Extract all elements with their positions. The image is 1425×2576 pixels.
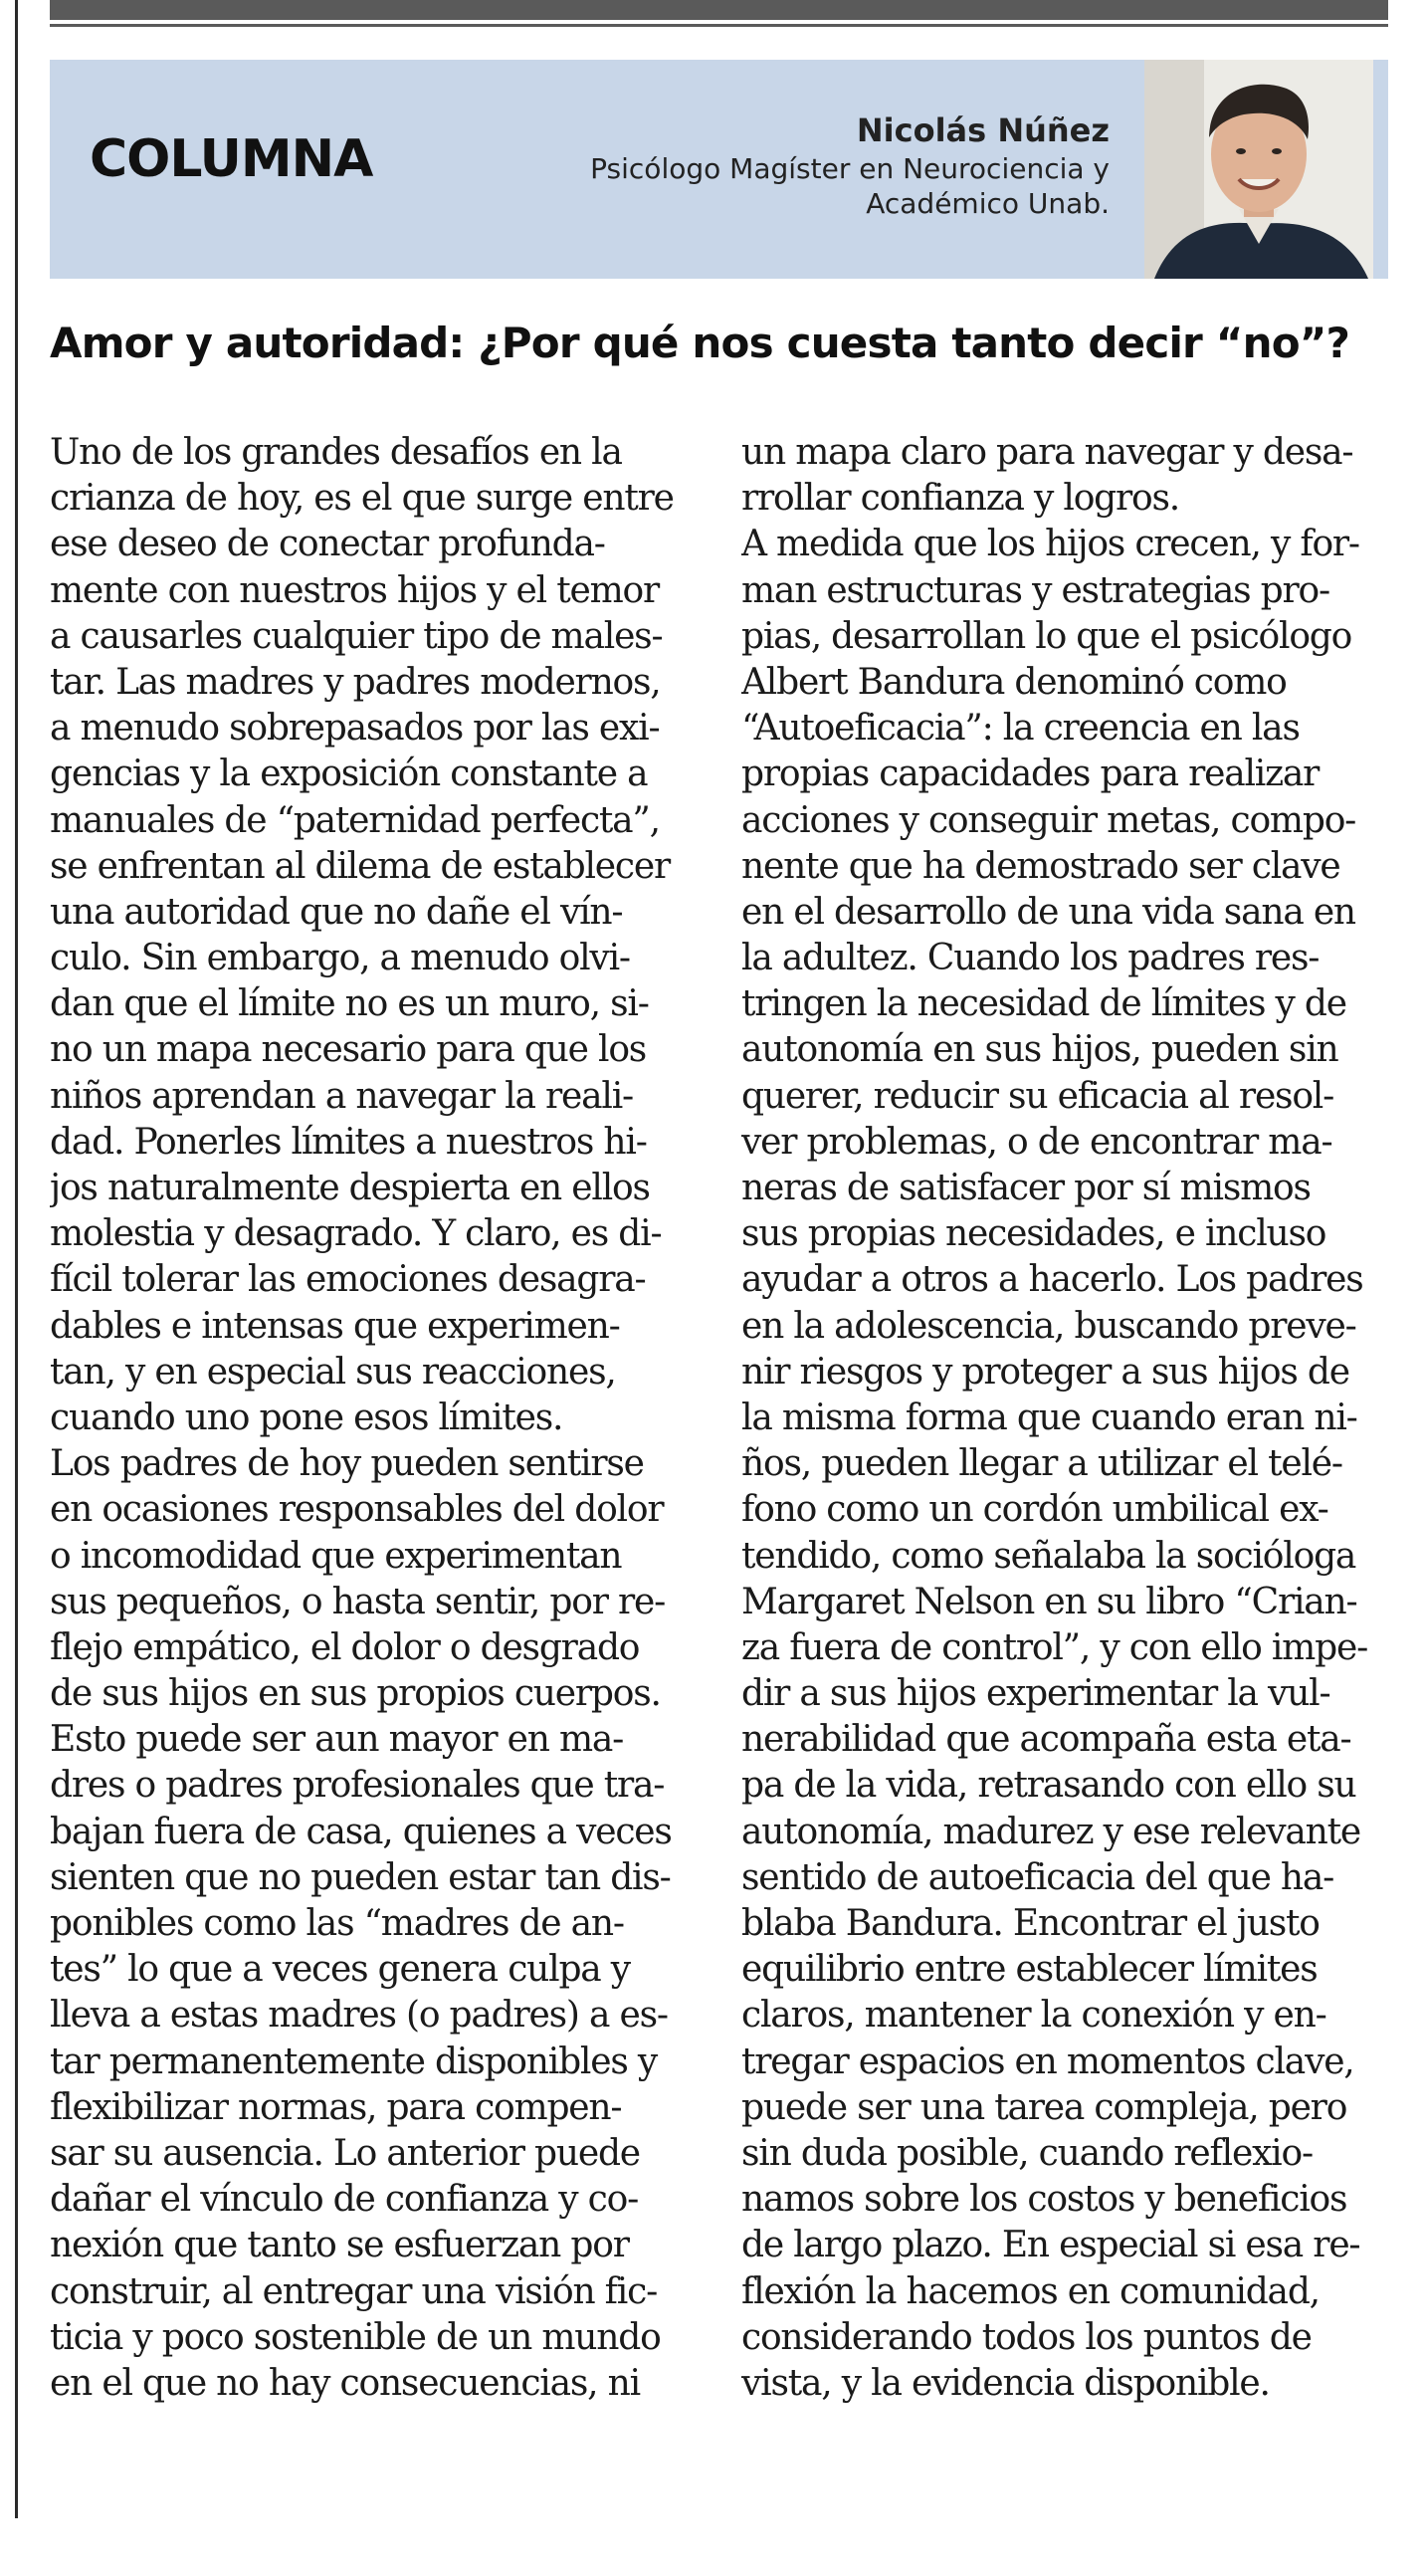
text-line: se enfrentan al dilema de establecer	[50, 845, 670, 887]
text-line: flejo empático, el dolor o desgrado	[50, 1626, 640, 1668]
text-line: fícil tolerar las emociones desagra-	[50, 1259, 646, 1301]
article-column-left	[50, 430, 687, 2407]
author-role-line-2: Académico Unab.	[866, 187, 1110, 220]
text-line: molestia y desagrado. Y claro, es di-	[50, 1213, 662, 1255]
text-line: dañar el vínculo de confianza y co-	[50, 2179, 639, 2221]
headline: Amor y autoridad: ¿Por qué nos cuesta tanto decir “no”?	[50, 319, 1350, 367]
text-line: o incomodidad que experimentan	[50, 1535, 622, 1577]
text-line: blaba Bandura. Encontrar el justo	[741, 1903, 1320, 1944]
text-line: neras de satisfacer por sí mismos	[741, 1168, 1311, 1208]
text-line: Los padres de hoy pueden sentirse	[50, 1443, 644, 1485]
text-line: acciones y conseguir metas, compo-	[741, 799, 1356, 841]
text-line: dables e intensas que experimen-	[50, 1305, 620, 1347]
text-line: namos sobre los costos y beneficios	[741, 2179, 1347, 2221]
text-line: cuando uno pone esos límites.	[50, 1396, 563, 1438]
author-role-line-1: Psicólogo Magíster en Neurociencia y	[590, 152, 1110, 185]
text-line: tar. Las madres y padres modernos,	[50, 661, 661, 703]
text-line: manuales de “paternidad perfecta”,	[50, 799, 660, 841]
text-line: fono como un cordón umbilical ex-	[741, 1489, 1328, 1531]
text-line: A medida que los hijos crecen, y for-	[741, 524, 1359, 565]
text-line: no un mapa necesario para que los	[50, 1029, 647, 1071]
text-line: considerando todos los puntos de	[741, 2316, 1312, 2358]
text-line: ños, pueden llegar a utilizar el telé-	[741, 1443, 1342, 1485]
text-line: tan, y en especial sus reacciones,	[50, 1351, 616, 1393]
text-line: sentido de autoeficacia del que ha-	[741, 1856, 1334, 1898]
text-line: rrollar confianza y logros.	[741, 478, 1180, 520]
text-line: vista, y la evidencia disponible.	[741, 2362, 1270, 2404]
text-line: crianza de hoy, es el que surge entre	[50, 478, 674, 520]
text-line: nir riesgos y proteger a sus hijos de	[741, 1351, 1349, 1393]
text-line: autonomía en sus hijos, pueden sin	[741, 1029, 1338, 1071]
text-line: gencias y la exposición constante a	[50, 753, 648, 795]
text-line: a menudo sobrepasados por las exi-	[50, 708, 660, 750]
text-line: man estructuras y estrategias pro-	[741, 569, 1329, 611]
text-line: flexibilizar normas, para compen-	[50, 2086, 622, 2128]
text-line: en ocasiones responsables del dolor	[50, 1489, 664, 1531]
text-line: tes” lo que a veces genera culpa y	[50, 1949, 630, 1991]
text-line: nente que ha demostrado ser clave	[741, 845, 1340, 887]
text-line: tar permanentemente disponibles y	[50, 2040, 657, 2082]
text-line: puede ser una tarea compleja, pero	[741, 2086, 1347, 2128]
column-header	[50, 60, 1388, 279]
text-line: ayudar a otros a hacerlo. Los padres	[741, 1259, 1363, 1301]
text-line: tendido, como señalaba la socióloga	[741, 1535, 1356, 1577]
text-line: Margaret Nelson en su libro “Crian-	[741, 1581, 1357, 1622]
text-line: dir a sus hijos experimentar la vul-	[741, 1673, 1330, 1715]
text-line: nerabilidad que acompaña esta eta-	[741, 1719, 1351, 1761]
top-rule-bar	[50, 0, 1388, 20]
text-line: en el desarrollo de una vida sana en	[741, 891, 1355, 933]
author-portrait-icon	[1144, 60, 1373, 279]
text-line: pa de la vida, retrasando con ello su	[741, 1765, 1356, 1807]
text-line: propias capacidades para realizar	[741, 753, 1320, 795]
text-line: sus pequeños, o hasta sentir, por re-	[50, 1581, 666, 1622]
text-line: sin duda posible, cuando reflexio-	[741, 2132, 1313, 2174]
text-line: una autoridad que no dañe el vín-	[50, 891, 623, 933]
text-line: dres o padres profesionales que tra-	[50, 1765, 665, 1807]
text-line: ticia y poco sostenible de un mundo	[50, 2316, 661, 2358]
left-margin-rule	[15, 0, 18, 2518]
text-line: tregar espacios en momentos clave,	[741, 2040, 1354, 2082]
text-line: za fuera de control”, y con ello impe-	[741, 1626, 1368, 1668]
text-line: Uno de los grandes desafíos en la	[50, 432, 622, 473]
text-line: construir, al entregar una visión fic-	[50, 2270, 658, 2312]
text-line: pias, desarrollan lo que el psicólogo	[741, 615, 1352, 657]
text-line: la adultez. Cuando los padres res-	[741, 938, 1320, 979]
text-line: mente con nuestros hijos y el temor	[50, 569, 660, 611]
text-line: un mapa claro para navegar y desa-	[741, 432, 1353, 473]
text-line: culo. Sin embargo, a menudo olvi-	[50, 938, 630, 979]
text-line: a causarles cualquier tipo de males-	[50, 615, 663, 657]
text-line: autonomía, madurez y ese relevante	[741, 1811, 1361, 1852]
text-line: dan que el límite no es un muro, si-	[50, 983, 649, 1025]
author-photo	[1144, 60, 1373, 279]
article-column-right	[741, 430, 1378, 2407]
text-line: bajan fuera de casa, quienes a veces	[50, 1811, 672, 1852]
text-line: en el que no hay consecuencias, ni	[50, 2362, 640, 2404]
text-line: sienten que no pueden estar tan dis-	[50, 1856, 671, 1898]
text-line: dad. Ponerles límites a nuestros hi-	[50, 1121, 647, 1163]
text-line: flexión la hacemos en comunidad,	[741, 2270, 1320, 2312]
text-line: Albert Bandura denominó como	[741, 661, 1287, 703]
text-line: ponibles como las “madres de an-	[50, 1903, 624, 1944]
text-line: sar su ausencia. Lo anterior puede	[50, 2132, 640, 2174]
text-line: Esto puede ser aun mayor en ma-	[50, 1719, 624, 1761]
text-line: de largo plazo. En especial si esa re-	[741, 2225, 1360, 2266]
author-name: Nicolás Núñez	[856, 111, 1110, 149]
text-line: la misma forma que cuando eran ni-	[741, 1396, 1357, 1438]
section-label: COLUMNA	[90, 129, 373, 189]
text-line: “Autoeficacia”: la creencia en las	[741, 708, 1300, 750]
text-line: tringen la necesidad de límites y de	[741, 983, 1346, 1025]
top-rule-line	[50, 24, 1388, 27]
text-line: ver problemas, o de encontrar ma-	[741, 1121, 1332, 1163]
text-line: querer, reducir su eficacia al resol-	[741, 1075, 1334, 1117]
text-line: sus propias necesidades, e incluso	[741, 1213, 1326, 1255]
text-line: equilibrio entre establecer límites	[741, 1949, 1318, 1991]
text-line: de sus hijos en sus propios cuerpos.	[50, 1673, 661, 1715]
text-line: lleva a estas madres (o padres) a es-	[50, 1995, 668, 2037]
text-line: ese deseo de conectar profunda-	[50, 524, 605, 565]
text-line: niños aprendan a navegar la reali-	[50, 1075, 633, 1117]
text-line: nexión que tanto se esfuerzan por	[50, 2225, 629, 2266]
text-line: claros, mantener la conexión y en-	[741, 1995, 1326, 2037]
text-line: jos naturalmente despierta en ellos	[50, 1168, 650, 1208]
text-line: en la adolescencia, buscando preve-	[741, 1305, 1356, 1347]
byline	[512, 109, 1110, 221]
